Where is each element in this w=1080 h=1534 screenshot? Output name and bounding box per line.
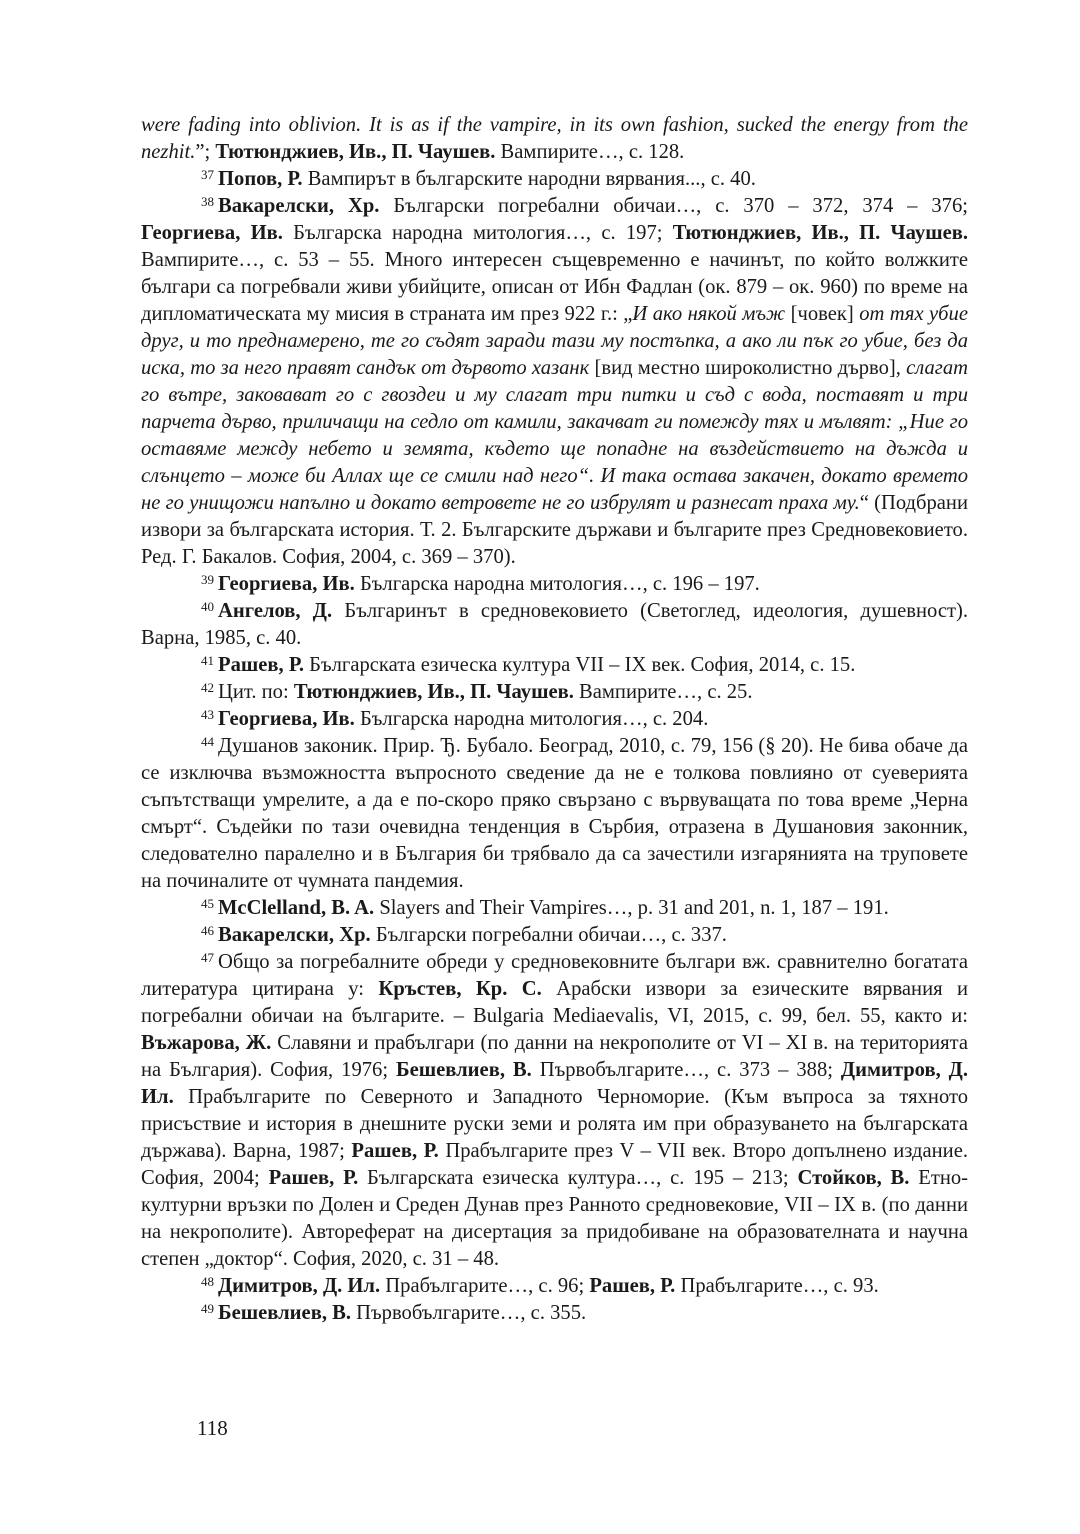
footnote-42: $^{42}$ Цит. по: Тютюнджиев, Ив., П. Чаушев. Вампирите…, с. 25. (201, 680, 753, 703)
author-name: Вакарелски, Хр. (218, 195, 380, 217)
footnote-number: 43 (201, 707, 214, 722)
author-name: McClelland, B. A. (218, 897, 375, 919)
author-name: Рашев, Р. (351, 1140, 439, 1162)
author-name: Тютюнджиев, Ив., П. Чаушев. (215, 141, 496, 163)
quote-text: от тях убие друг, и то преднамерено, те го съдят заради тази му постъпка, а ако ли пък го убие, без да иска, то за него правят сандък от дървото хазанк (141, 303, 968, 379)
author-name: Тютюнджиев, Ив., П. Чаушев. (672, 222, 969, 244)
author-name: Димитров, Д. Ил. (218, 1275, 381, 1297)
author-name: Вакарелски, Хр. (218, 924, 371, 946)
footnote-number: 39 (201, 572, 214, 587)
page-number: 118 (197, 1416, 228, 1440)
author-name: Бешевлиев, В. (396, 1059, 532, 1081)
quote-text: were fading into oblivion. It is as if the vampire, in its own fashion, sucked the energy from the nezhit. (141, 114, 968, 163)
footnote-number: 45 (201, 896, 214, 911)
footnote-number: 41 (201, 653, 214, 668)
footnotes-block (141, 112, 968, 1327)
footnote-45: $^{45}$ McClelland, B. A. Slayers and Their Vampires…, p. 31 and 201, n. 1, 187 – 191. (201, 896, 889, 919)
footnote-49: $^{49}$ Бешевлиев, В. Първобългарите…, с. 355. (201, 1301, 587, 1324)
footnote-36-continuation: were fading into oblivion. It is as if the vampire, in its own fashion, sucked the energy from the nezhit.”; Тютюнджиев, Ив., П. Чаушев. Вампирите…, с. 128. (141, 114, 968, 163)
footnote-48: $^{48}$ Димитров, Д. Ил. Прабългарите…, с. 96; Рашев, Р. Прабългарите…, с. 93. (201, 1274, 879, 1297)
author-name: Георгиева, Ив. (218, 708, 355, 730)
author-name: Бешевлиев, В. (218, 1302, 351, 1324)
footnote-number: 48 (201, 1274, 214, 1289)
author-name: Стойков, В. (797, 1167, 910, 1189)
footnote-number: 38 (201, 194, 214, 209)
author-name: Георгиева, Ив. (141, 222, 283, 244)
author-name: Рашев, Р. (268, 1167, 359, 1189)
quote-text: И ако някой мъж (632, 303, 786, 325)
footnote-number: 42 (201, 680, 214, 695)
footnote-number: 44 (201, 734, 214, 749)
footnote-46: $^{46}$ Вакарелски, Хр. Български погребални обичаи…, с. 337. (201, 923, 727, 946)
author-name: Ангелов, Д. (218, 600, 333, 622)
author-name: Въжарова, Ж. (141, 1032, 272, 1054)
footnote-47: $^{47}$ Общо за погребалните обреди у средновековните българи вж. сравнително богатата литература цитирана у: Кръстев, Кр. С. Арабски извори за езическите вярвания и погребални обичаи на българите. – Bulgaria Mediaevalis, VI, 2015, с. 99, бел. 55, както и: Въжарова, Ж. Славяни и прабългари (по данни на некрополите от VI – XI в. на територията на България). София, 1976; Бешевлиев, В. Първобългарите…, с. 373 – 388; Димитров, Д. Ил. Прабългарите по Северното и Западното Черноморие. (Към въпроса за тяхното присъствие и история в днешните руски земи и ролята им при образуването на българската държава). Варна, 1987; Рашев, Р. Прабългарите през V – VII век. Второ допълнено издание. София, 2004; Рашев, Р. Българската езическа култура…, с. 195 – 213; Стойков, В. Етно-културни връзки по Долен и Среден Дунав през Ранното средновековие, VII – IX в. (по данни на некрополите). Автореферат на дисертация за придобиване на образователната и научна степен „доктор“. София, 2020, с. 31 – 48. (141, 950, 969, 1270)
footnote-43: $^{43}$ Георгиева, Ив. Българска народна митология…, с. 204. (201, 707, 709, 730)
footnote-number: 47 (201, 950, 214, 965)
author-name: Георгиева, Ив. (218, 573, 355, 595)
footnote-44: $^{44}$ Душанов законик. Прир. Ђ. Бубало. Београд, 2010, с. 79, 156 (§ 20). Не бива обаче да се изключва възможността въпросното сведение да не е толкова повлияно от суеверията съпътстващи умрелите, а да е по-скоро пряко свързано с вървуващата по това време „Черна смърт“. Съдейки по тази очевидна тенденция в Сърбия, отразена в Душановия законник, следователно паралелно и в България би трябвало да са зачестили изгарянията на труповете на починалите от чумната пандемия. (141, 734, 968, 892)
footnote-37: $^{37}$ Попов, Р. Вампирът в българските народни вярвания..., с. 40. (201, 167, 756, 190)
footnote-41: $^{41}$ Рашев, Р. Българската езическа култура VII – IX век. София, 2014, с. 15. (201, 653, 856, 676)
footnote-38: $^{38}$ Вакарелски, Хр. Български погребални обичаи…, с. 370 – 372, 374 – 376; Георгиева, Ив. Българска народна митология…, с. 197; Тютюнджиев, Ив., П. Чаушев. Вампирите…, с. 53 – 55. Много интересен същевременно е начинът, по който волжките българи са погребвали живи убийците, описан от Ибн Фадлан (ок. 879 – ок. 960) по време на дипломатическата му мисия в страната им през 922 г.: „И ако някой мъж [човек] от тях убие друг, и то преднамерено, те го съдят заради тази му постъпка, а ако ли пък го убие, без да иска, то за него правят сандък от дървото хазанк [вид местно широколистно дърво], слагат го вътре, заковават го с гвоздеи и му слагат три питки и съд с вода, поставят и три парчета дърво, приличащи на седло от камили, закачват ги помежду тях и мълвят: „Ние го оставяме между небето и земята, където ще попадне на въздействието на дъжда и слънцето – може би Аллах ще се смили над него“. И така остава закачен, докато времето не го унищожи напълно и докато ветровете не го избрулят и разнесат праха му.“ (Подбрани извори за българската история. Т. 2. Българските държави и българите през Средновековието. Ред. Г. Бакалов. София, 2004, с. 369 – 370). (141, 194, 969, 568)
footnote-number: 46 (201, 923, 214, 938)
author-name: Рашев, Р. (589, 1275, 676, 1297)
author-name: Тютюнджиев, Ив., П. Чаушев. (293, 681, 574, 703)
footnote-number: 49 (201, 1301, 214, 1316)
quote-text: , слагат го вътре, заковават го с гвоздеи и му слагат три питки и съд с вода, поставят и три парчета дърво, приличащи на седло от камили, закачват ги помежду тях и мълвят: „Ние го оставяме между небето и земята, където ще попадне на въздействието на дъжда и слънцето – може би Аллах ще се смили над него“. И така остава закачен, докато времето не го унищожи напълно и докато ветровете не го избрулят и разнесат праха му. (141, 357, 969, 514)
footnote-number: 37 (201, 167, 214, 182)
footnote-39: $^{39}$ Георгиева, Ив. Българска народна митология…, с. 196 – 197. (201, 572, 760, 595)
author-name: Кръстев, Кр. С. (378, 978, 542, 1000)
author-name: Попов, Р. (218, 168, 303, 190)
author-name: Рашев, Р. (218, 654, 304, 676)
footnote-40: $^{40}$ Ангелов, Д. Българинът в средновековието (Светоглед, идеология, душевност). Варна, 1985, с. 40. (141, 599, 969, 649)
footnote-number: 40 (201, 599, 214, 614)
author-name: Димитров, Д. Ил. (141, 1059, 968, 1108)
